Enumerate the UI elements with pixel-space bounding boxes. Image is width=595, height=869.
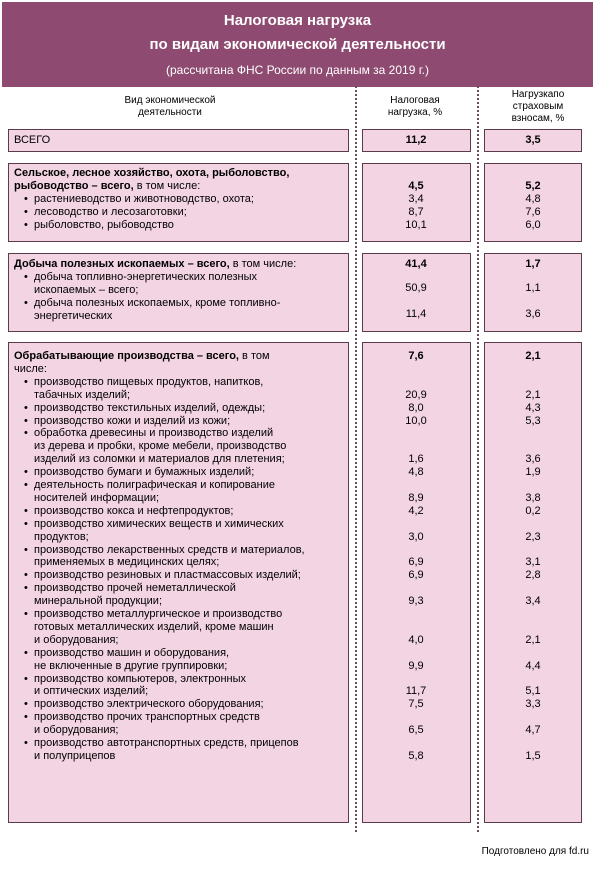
manuf-item-tax-value: 6,9 — [408, 569, 424, 582]
manuf-item-tax-value: 6,5 — [408, 724, 424, 737]
subtitle: (рассчитана ФНС России по данным за 2019 г.) — [166, 63, 429, 77]
manuf-item-ins-value: 2,8 — [525, 569, 541, 582]
col-header-insurance: Нагрузкапо страховым взносам, % — [511, 89, 565, 124]
manuf-bullet-icon: • — [24, 543, 28, 556]
manuf-bullet-icon: • — [24, 698, 28, 711]
manuf-bullet-icon: • — [24, 582, 28, 595]
agri-ins-value: 5,2 — [525, 180, 541, 192]
manuf-item-label: изделий из соломки и материалов для плетения; — [34, 453, 285, 466]
manuf-item-label: производство компьютеров, электронных — [34, 672, 247, 685]
manuf-item-ins-value: 3,8 — [525, 491, 541, 504]
total-tax-value: 11,2 — [405, 134, 427, 146]
mining-bullet-icon: • — [24, 296, 28, 309]
manuf-item-label: производство лекарственных средств и материалов, — [34, 543, 305, 556]
manuf-item-tax-value: 4,8 — [408, 466, 424, 479]
manuf-ins-value: 2,1 — [525, 350, 541, 362]
manuf-item-tax-value: 5,8 — [408, 749, 424, 762]
manuf-heading-2: числе: — [14, 362, 47, 375]
manuf-item-label: производство машин и оборудования, — [34, 646, 230, 659]
total-label: ВСЕГО — [14, 134, 51, 146]
manuf-item-ins-value: 4,7 — [525, 724, 541, 737]
manuf-bullet-icon: • — [24, 608, 28, 620]
manuf-item-ins-value: 5,1 — [525, 685, 541, 698]
agri-tax-value: 4,5 — [408, 180, 424, 192]
manuf-item-label: производство пищевых продуктов, напитков, — [34, 375, 264, 388]
manuf-item-ins-value: 2,1 — [525, 388, 541, 401]
agri-item-ins-value: 4,8 — [525, 192, 541, 205]
manuf-item-label: производство кокса и нефтепродуктов; — [34, 504, 234, 517]
manuf-item-label: табачных изделий; — [34, 388, 131, 401]
manuf-item-tax-value: 4,0 — [408, 633, 424, 646]
manuf-item-tax-value: 9,9 — [408, 659, 424, 672]
manuf-item-ins-value: 5,3 — [525, 414, 541, 427]
col-header-activity: Вид экономической деятельности — [124, 95, 216, 118]
manuf-item-tax-value: 4,2 — [408, 504, 424, 517]
manuf-item-ins-value: 4,4 — [525, 659, 541, 672]
mining-item-tax-value: 50,9 — [405, 281, 427, 294]
column-divider-1 — [355, 86, 357, 832]
manuf-item-label: и полуприцепов — [34, 749, 116, 762]
mining-bullet-icon: • — [24, 270, 28, 283]
manuf-item-label: производство кожи и изделий из кожи; — [34, 414, 231, 427]
manuf-item-label: применяемых в медицинских целях; — [34, 556, 220, 569]
manuf-item-label: и оборудования; — [34, 633, 119, 646]
mining-ins-value: 1,7 — [525, 258, 541, 270]
manuf-item-tax-value: 11,7 — [405, 685, 427, 698]
mining-tax-value: 41,4 — [405, 258, 427, 270]
mining-item-tax-value: 11,4 — [405, 307, 427, 320]
agri-heading: Сельское, лесное хозяйство, охота, рыболовство, — [14, 167, 290, 179]
manuf-item-label: из дерева и пробки, кроме мебели, производство — [34, 440, 287, 453]
manuf-item-label: производство бумаги и бумажных изделий; — [34, 466, 255, 479]
manuf-bullet-icon: • — [24, 466, 28, 479]
manuf-tax-value: 7,6 — [408, 350, 424, 362]
manuf-item-label: производство электрического оборудования; — [34, 698, 264, 711]
manuf-bullet-icon: • — [24, 737, 28, 749]
manuf-item-ins-value: 1,9 — [525, 466, 541, 479]
manuf-bullet-icon: • — [24, 401, 28, 414]
mining-item-label: добыча топливно-энергетических полезных — [34, 270, 258, 283]
manuf-heading: Обрабатывающие производства – всего, в том — [14, 350, 270, 362]
agri-bullet-icon: • — [24, 205, 28, 218]
manuf-bullet-icon: • — [24, 427, 28, 440]
manuf-item-label: производство прочей неметаллической — [34, 582, 236, 595]
mining-item-label: добыча полезных ископаемых, кроме топливно- — [34, 296, 281, 309]
column-divider-2 — [477, 86, 479, 832]
manuf-bullet-icon: • — [24, 569, 28, 582]
agri-item-tax-value: 10,1 — [405, 218, 427, 231]
manuf-item-label: носителей информации; — [34, 491, 160, 504]
manuf-bullet-icon: • — [24, 479, 28, 491]
manuf-item-ins-value: 0,2 — [525, 504, 541, 517]
manuf-bullet-icon: • — [24, 375, 28, 388]
manuf-bullet-icon: • — [24, 672, 28, 685]
manuf-bullet-icon: • — [24, 517, 28, 530]
title-line-2: по видам экономической деятельности — [149, 36, 446, 53]
agri-item-label: лесоводство и лесозаготовки; — [34, 205, 187, 218]
agri-bullet-icon: • — [24, 218, 28, 231]
total-label-box — [8, 129, 349, 152]
manuf-item-tax-value: 7,5 — [408, 698, 424, 711]
manuf-item-ins-value: 2,3 — [525, 530, 541, 543]
agri-item-tax-value: 3,4 — [408, 192, 424, 205]
agri-bullet-icon: • — [24, 192, 28, 205]
agri-item-ins-value: 6,0 — [525, 218, 541, 231]
manuf-item-label: и оптических изделий; — [34, 685, 149, 698]
manuf-item-ins-value: 4,3 — [525, 401, 541, 414]
manuf-item-label: продуктов; — [34, 530, 89, 543]
manuf-item-label: производство прочих транспортных средств — [34, 711, 260, 724]
manuf-bullet-icon: • — [24, 414, 28, 427]
manuf-item-tax-value: 20,9 — [405, 388, 427, 401]
manuf-item-tax-value: 1,6 — [408, 453, 424, 466]
total-ins-value: 3,5 — [525, 134, 541, 146]
manuf-item-tax-value: 3,0 — [408, 530, 424, 543]
manuf-item-ins-value: 1,5 — [525, 749, 541, 762]
mining-item-ins-value: 3,6 — [525, 307, 541, 320]
manuf-item-tax-value: 10,0 — [405, 414, 427, 427]
manuf-item-label: минеральной продукции; — [34, 595, 163, 608]
mining-heading: Добыча полезных ископаемых – всего, в том числе: — [14, 258, 297, 270]
agri-item-tax-value: 8,7 — [408, 205, 424, 218]
manuf-bullet-icon: • — [24, 646, 28, 659]
mining-item-label: энергетических — [34, 309, 113, 322]
manuf-item-ins-value: 2,1 — [525, 633, 541, 646]
manuf-item-label: производство металлургическое и производство — [34, 608, 283, 620]
manuf-item-tax-value: 9,3 — [408, 595, 424, 608]
agri-item-ins-value: 7,6 — [525, 205, 541, 218]
manuf-item-label: и оборудования; — [34, 724, 119, 737]
manuf-item-tax-value: 8,0 — [408, 401, 424, 414]
manuf-item-tax-value: 6,9 — [408, 556, 424, 569]
manuf-item-ins-value: 3,4 — [525, 595, 541, 608]
manuf-item-ins-value: 3,3 — [525, 698, 541, 711]
manuf-item-tax-value: 8,9 — [408, 491, 424, 504]
manuf-bullet-icon: • — [24, 504, 28, 517]
manuf-item-label: готовых металлических изделий, кроме машин — [34, 620, 274, 633]
manuf-item-label: производство автотранспортных средств, прицепов — [34, 737, 299, 749]
agri-item-label: растениеводство и животноводство, охота; — [34, 192, 254, 205]
manuf-item-label: производство текстильных изделий, одежды; — [34, 401, 266, 414]
manuf-item-label: деятельность полиграфическая и копирование — [34, 479, 275, 491]
title-line-1: Налоговая нагрузка — [223, 12, 372, 29]
col-header-tax: Налоговая нагрузка, % — [387, 95, 443, 118]
mining-item-label: ископаемых – всего; — [34, 283, 139, 296]
manuf-item-ins-value: 3,1 — [525, 556, 541, 569]
manuf-item-label: производство химических веществ и химических — [34, 517, 284, 530]
manuf-item-ins-value: 3,6 — [525, 453, 541, 466]
manuf-item-label: производство резиновых и пластмассовых изделий; — [34, 569, 301, 582]
footer-credit: Подготовлено для fd.ru — [481, 846, 589, 857]
agri-item-label: рыболовство, рыбоводство — [34, 218, 174, 231]
agri-heading-2: рыбоводство – всего, в том числе: — [14, 179, 201, 192]
title-banner — [2, 2, 593, 87]
manuf-item-label: обработка древесины и производство изделий — [34, 427, 274, 440]
mining-item-ins-value: 1,1 — [525, 281, 541, 294]
manuf-bullet-icon: • — [24, 711, 28, 724]
manuf-item-label: не включенные в другие группировки; — [34, 659, 228, 672]
